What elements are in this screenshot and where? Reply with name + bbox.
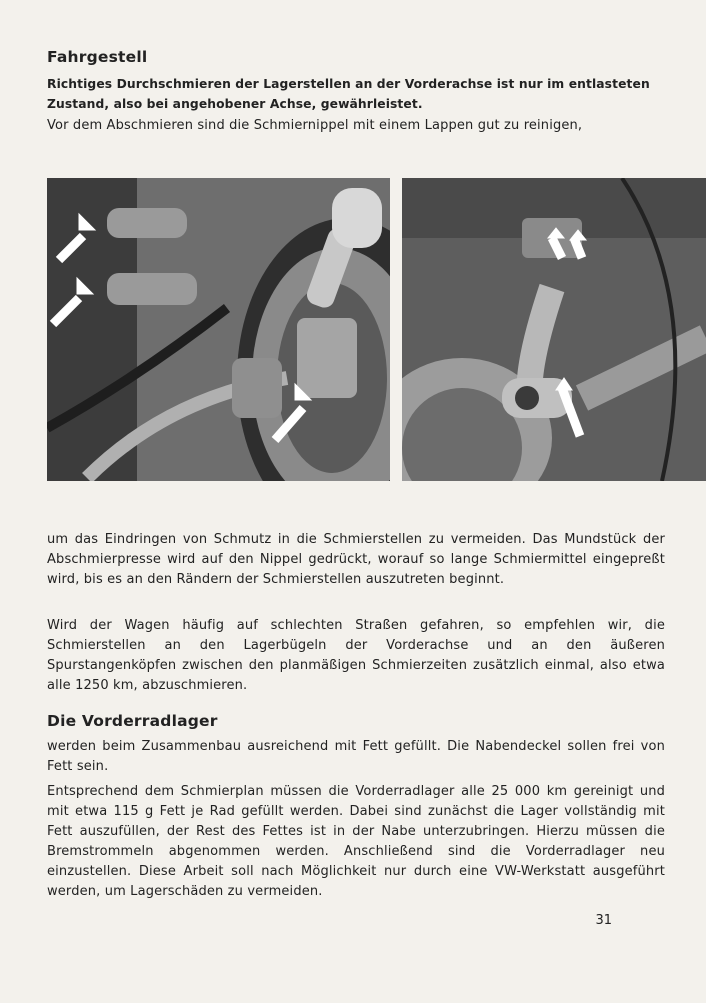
- paragraph-vorderradlager-maintenance: Entsprechend dem Schmierplan müssen die Vorderradlager alle 25 000 km gereinigt und mit etwa 115 g Fett je Rad gefüllt werden. Dabei sind zunächst die Lager vollständig mit Fett auszufüllen, der Rest des Fettes ist in der Nabe unterzubringen. Hierzu müssen die Bremstrommeln abgenommen werden. Anschließend sind die Vorderradlager neu einzustellen. Diese Arbeit soll nach Möglichkeit nur durch eine VW-Werkstatt ausgeführt werden, um Lagerschäden zu vermeiden.: [47, 784, 665, 899]
- front-axle-photo-right: [402, 178, 706, 481]
- paragraph-vorderradlager-intro: werden beim Zusammenbau ausreichend mit Fett gefüllt. Die Nabendeckel sollen frei von Fett sein.: [47, 739, 665, 774]
- section-heading-fahrgestell: Fahrgestell: [47, 48, 148, 66]
- paragraph-bad-roads: Wird der Wagen häufig auf schlechten Straßen gefahren, so empfehlen wir, die Schmierstellen an den Lagerbügeln der Vorderachse und an den äußeren Spurstangenköpfen zwischen den planmäßigen Schmierzeiten zusätzlich einmal, also etwa alle 1250 km, abzuschmieren.: [47, 618, 665, 693]
- paragraph-start: Vor dem Abschmieren sind die Schmiernippel mit einem Lappen gut zu reinigen,: [47, 118, 583, 133]
- paragraph-continued: um das Eindringen von Schmutz in die Schmierstellen zu vermeiden. Das Mundstück der Abschmierpresse wird auf den Nippel gedrückt, worauf so lange Schmiermittel eingepreßt wird, bis es an den Rändern der Schmierstellen auszutreten beginnt.: [47, 532, 665, 587]
- front-axle-photo-left: [47, 178, 390, 481]
- page-number: 31: [595, 913, 612, 928]
- section-heading-vorderradlager: Die Vorderradlager: [47, 712, 218, 730]
- lead-paragraph: Richtiges Durchschmieren der Lagerstellen an der Vorderachse ist nur im entlasteten Zustand, also bei angehobener Achse, gewährleistet.: [47, 77, 650, 111]
